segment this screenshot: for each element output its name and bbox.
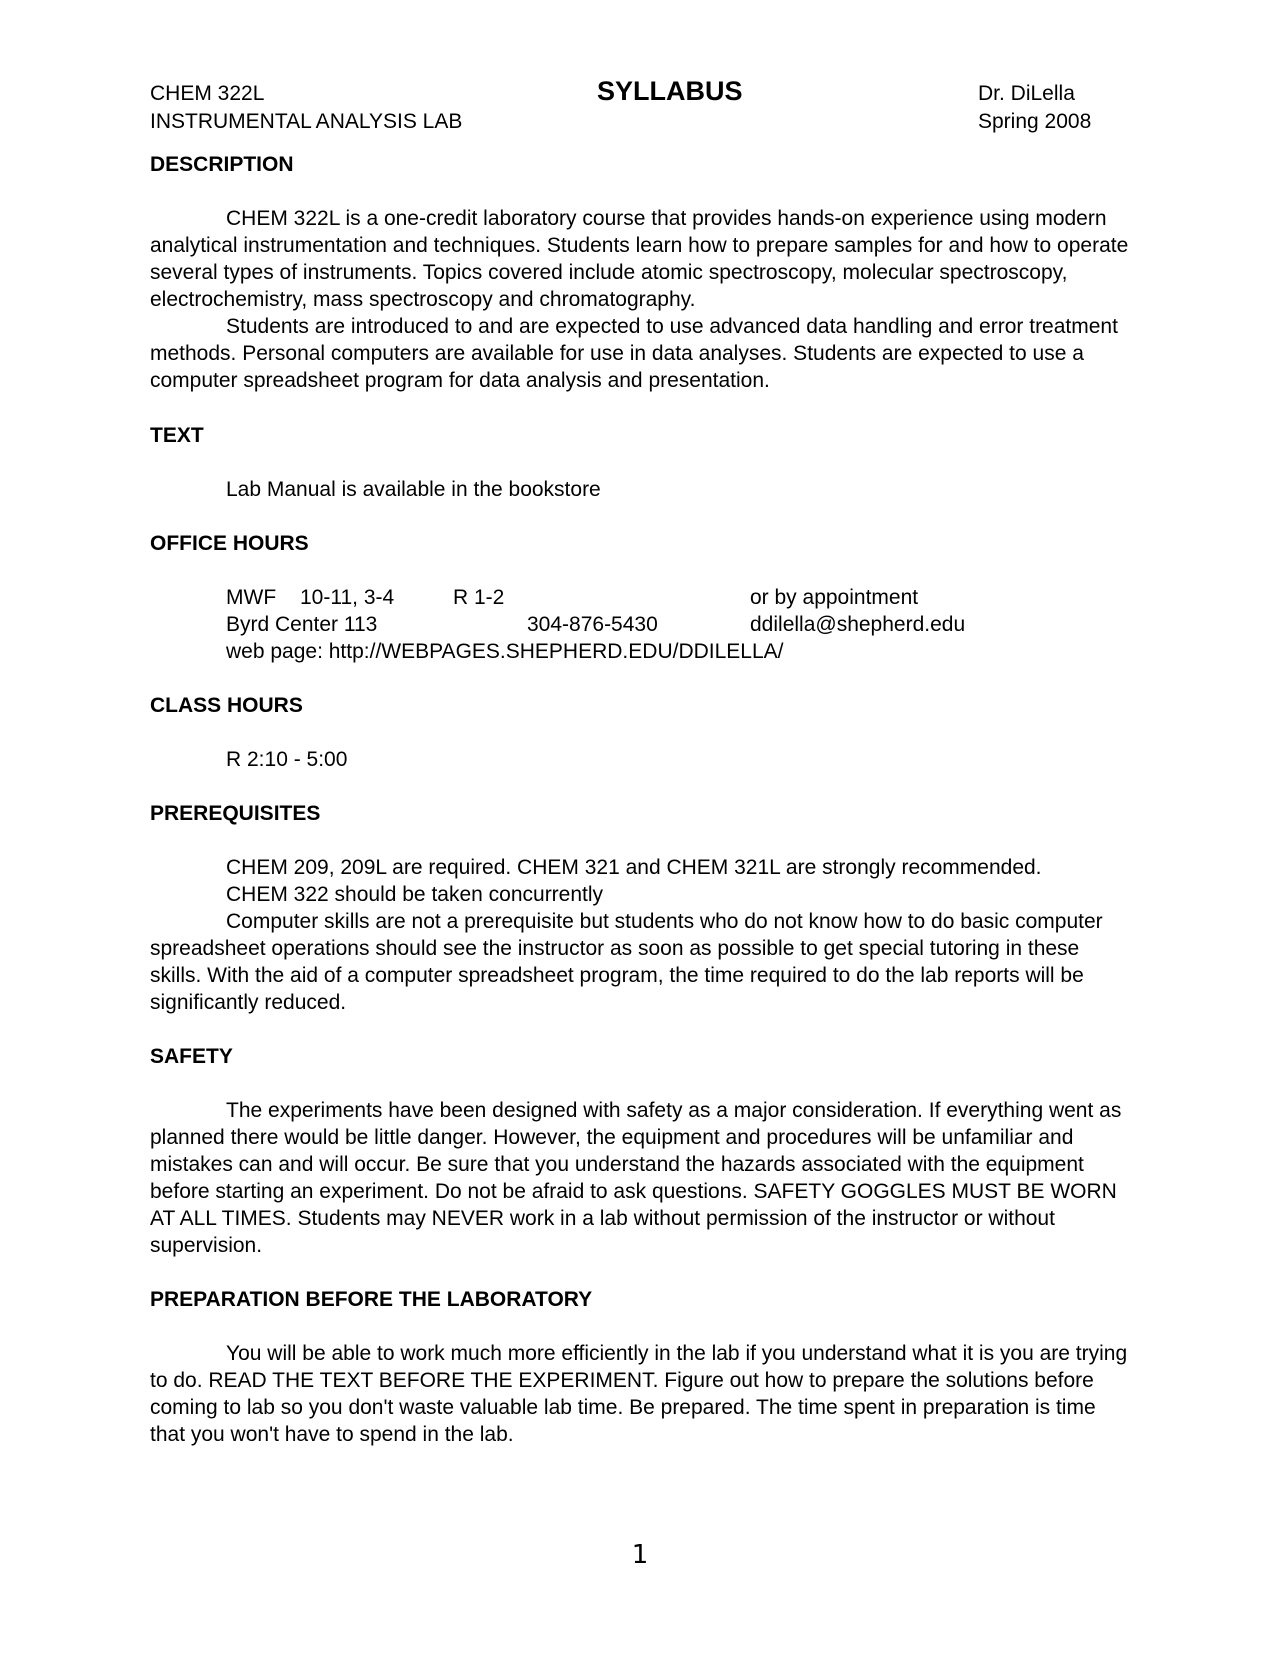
office-hours-row-2 <box>150 611 1130 638</box>
safety-heading: SAFETY <box>150 1045 233 1068</box>
prerequisites-body <box>150 854 1130 1016</box>
prerequisites-section <box>150 800 1130 827</box>
course-name: INSTRUMENTAL ANALYSIS LAB <box>150 110 463 133</box>
office-hours-r: R 1-2 <box>453 586 505 609</box>
text-heading: TEXT <box>150 424 204 447</box>
description-section <box>150 151 1130 178</box>
prerequisites-heading: PREREQUISITES <box>150 802 321 825</box>
preparation-body <box>150 1340 1130 1448</box>
prerequisites-line-2: CHEM 322 should be taken concurrently <box>226 883 604 906</box>
class-hours-body <box>150 746 1130 773</box>
safety-body <box>150 1097 1130 1259</box>
office-hours-body <box>150 584 1130 665</box>
office-hours-times: 10-11, 3-4 <box>300 586 395 609</box>
description-heading: DESCRIPTION <box>150 153 294 176</box>
prerequisites-line-1: CHEM 209, 209L are required. CHEM 321 and CHEM 321L are strongly recommended. <box>226 856 1042 879</box>
instructor-name: Dr. DiLella <box>978 82 1075 105</box>
preparation-heading: PREPARATION BEFORE THE LABORATORY <box>150 1288 593 1311</box>
description-body <box>150 205 1130 394</box>
page-number: 1 <box>631 1540 649 1570</box>
office-email: ddilella@shepherd.edu <box>750 613 966 636</box>
preparation-paragraph: You will be able to work much more efficiently in the lab if you understand what it is you are trying to do. READ THE TEXT BEFORE THE EXPERIMENT. Figure out how to prepare the solutions before coming to lab so you don't waste valuable lab time. Be prepared. The time spent in preparation is time that you won't have to spend in the lab. <box>150 1342 1128 1446</box>
text-lab-manual: Lab Manual is available in the bookstore <box>226 478 601 501</box>
safety-section <box>150 1043 1130 1070</box>
office-location: Byrd Center 113 <box>226 613 378 636</box>
description-paragraph-2: Students are introduced to and are expected to use advanced data handling and error treatment methods. Personal computers are available for use in data analyses. Students are expected to use a computer spreadsheet program for data analysis and presentation. <box>150 315 1118 392</box>
text-section <box>150 422 1130 449</box>
safety-paragraph: The experiments have been designed with safety as a major consideration. If everything went as planned there would be little danger. However, the equipment and procedures will be unfamiliar and mistakes can and will occur. Be sure that you understand the hazards associated with the equipment before starting an experiment. Do not be afraid to ask questions. SAFETY GOGGLES MUST BE WORN AT ALL TIMES. Students may NEVER work in a lab without permission of the instructor or without supervision. <box>150 1099 1122 1257</box>
office-hours-days: MWF <box>226 586 277 609</box>
description-paragraph-1: CHEM 322L is a one-credit laboratory course that provides hands-on experience using modern analytical instrumentation and techniques. Students learn how to prepare samples for and how to operate several types of instruments. Topics covered include atomic spectroscopy, molecular spectroscopy, electrochemistry, mass spectroscopy and chromatography. <box>150 207 1129 311</box>
prerequisites-paragraph: Computer skills are not a prerequisite but students who do not know how to do basic computer spreadsheet operations should see the instructor as soon as possible to get special tutoring in these skills. With the aid of a computer spreadsheet program, the time required to do the lab reports will be significantly reduced. <box>150 910 1103 1014</box>
office-web-page: web page: http://WEBPAGES.SHEPHERD.EDU/DDILELLA/ <box>226 640 784 663</box>
office-hours-appointment: or by appointment <box>750 586 919 609</box>
office-hours-heading: OFFICE HOURS <box>150 532 309 555</box>
course-code: CHEM 322L <box>150 82 265 105</box>
preparation-section <box>150 1286 1130 1313</box>
office-phone: 304-876-5430 <box>527 613 658 636</box>
office-hours-row-1 <box>150 584 1130 611</box>
class-hours-section <box>150 692 1130 719</box>
text-body <box>150 476 1130 503</box>
class-hours-heading: CLASS HOURS <box>150 694 303 717</box>
document-title: SYLLABUS <box>597 76 743 106</box>
office-hours-section <box>150 530 1130 557</box>
document-page <box>150 0 1129 1656</box>
class-hours-time: R 2:10 - 5:00 <box>226 748 348 771</box>
term: Spring 2008 <box>978 110 1092 133</box>
